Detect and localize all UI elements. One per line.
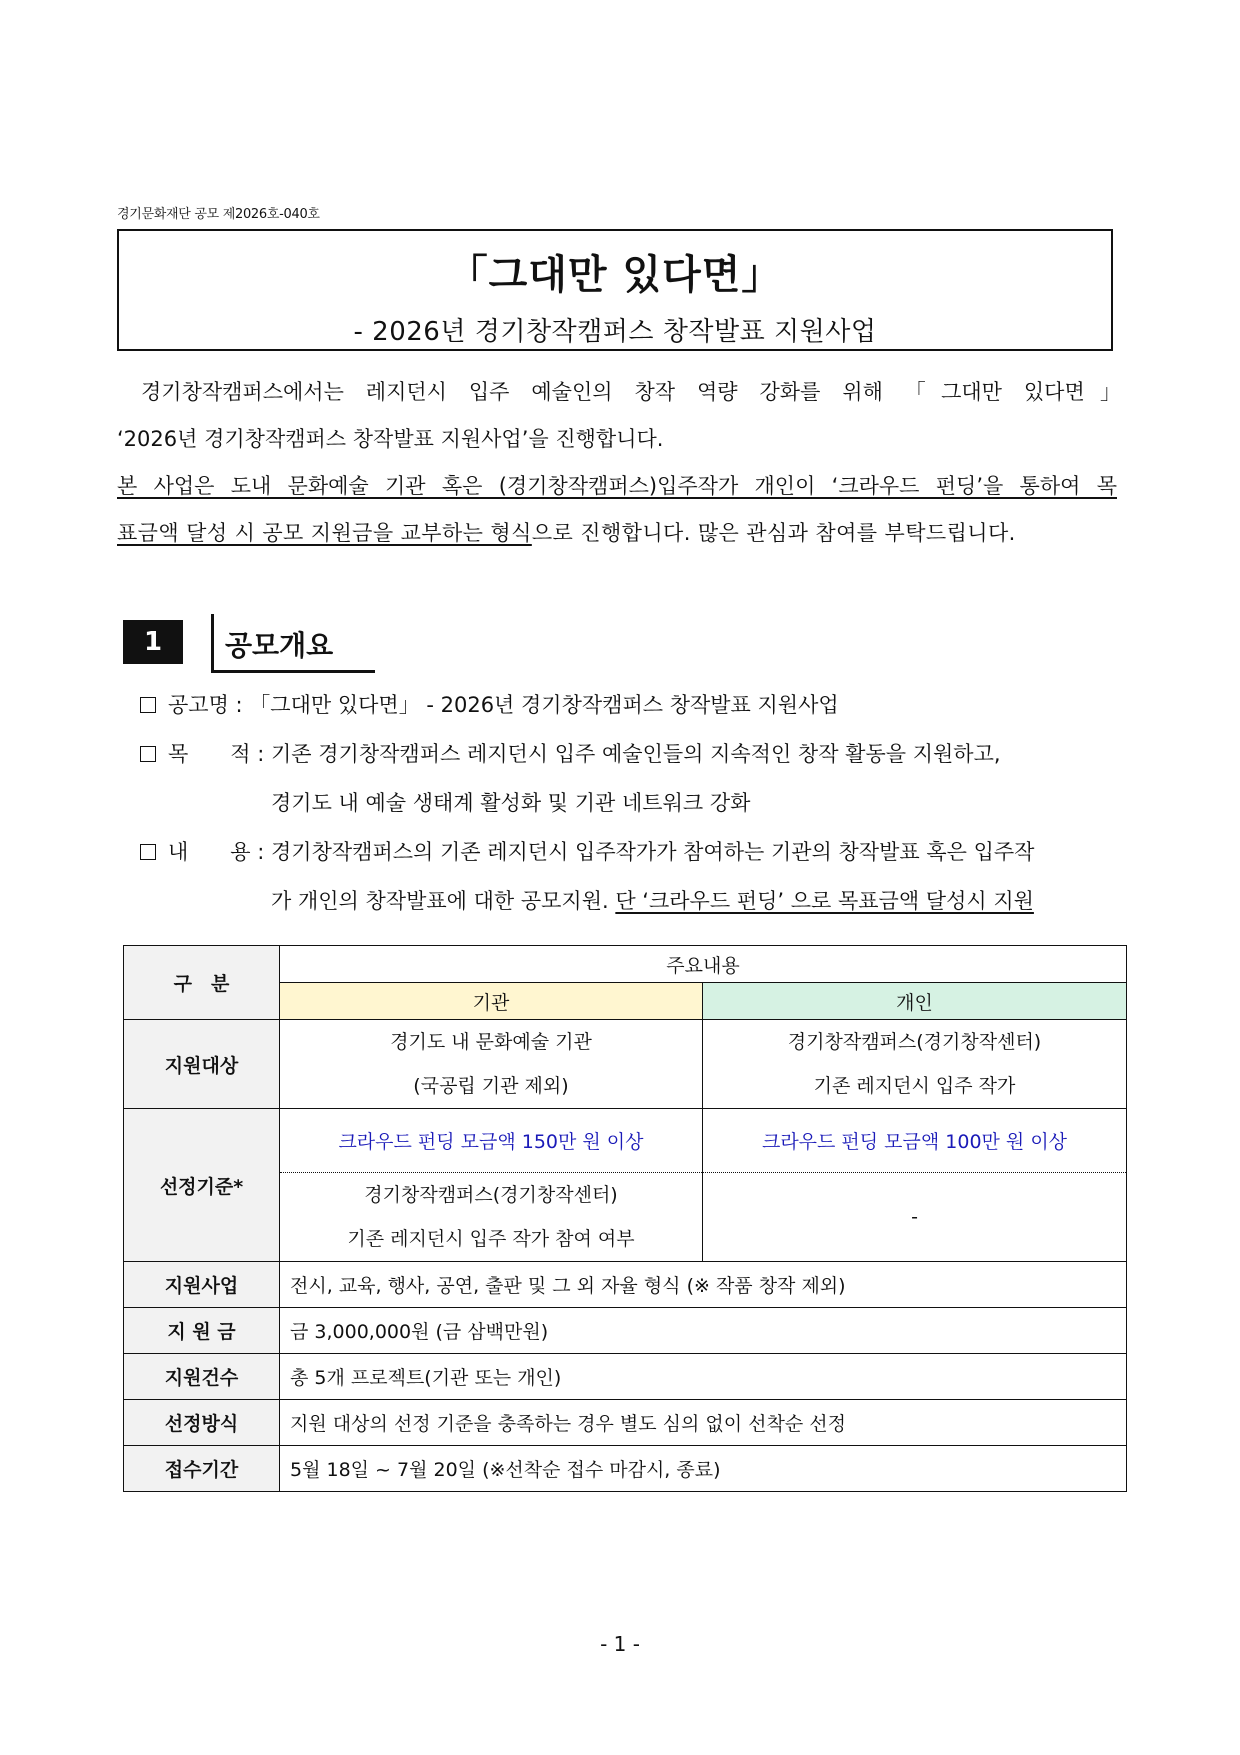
header-individual: 개인 [703,983,1127,1020]
checkbox-square-icon [140,844,156,860]
row-label-target: 지원대상 [124,1020,280,1109]
criteria-org-bottom [280,1173,703,1262]
outline-purpose-line-2: 경기도 내 예술 생태계 활성화 및 기관 네트워크 강화 [271,791,751,815]
outline-item-name [140,690,839,720]
amount-value: 금 3,000,000원 (금 삼백만원) [280,1308,1127,1354]
intro-line-4 [117,519,1117,547]
page-number: - 1 - [600,1632,640,1656]
target-ind-line-1: 경기창작캠퍼스(경기창작센터) [787,1031,1042,1053]
outline-content-label: 내 용 : [168,840,265,864]
header-main: 주요내용 [280,946,1127,983]
intro-line-1: 경기창작캠퍼스에서는 레지던시 입주 예술인의 창작 역량 강화를 위해 「그대만 있다면」 [141,380,1121,404]
table-header-row [124,946,1127,983]
table-row-amount [124,1308,1127,1354]
row-label-criteria: 선정기준* [124,1109,280,1262]
outline-content-line-1: 경기창작캠퍼스의 기존 레지던시 입주작가가 참여하는 기관의 창작발표 혹은 입주작 [271,840,1035,864]
checkbox-square-icon [140,746,156,762]
outline-content-underlined: 단 ‘크라우드 펀딩’ 으로 목표금액 달성시 지원 [615,889,1034,913]
target-individual-cell [703,1020,1127,1109]
outline-content-line-2 [271,886,1034,916]
target-org-line-2: (국공립 기관 제외) [413,1075,569,1097]
outline-purpose-line-1: 기존 경기창작캠퍼스 레지던시 입주 예술인들의 지속적인 창작 활동을 지원하고, [271,742,1001,766]
outline-purpose-label: 목 적 : [168,742,265,766]
outline-content-line-2a: 가 개인의 창작발표에 대한 공모지원. [271,889,616,913]
outline-item-purpose [140,739,1001,769]
method-value: 지원 대상의 선정 기준을 충족하는 경우 별도 심의 없이 선착순 선정 [280,1400,1127,1446]
program-value: 전시, 교육, 행사, 공연, 출판 및 그 외 자율 형식 (※ 작품 창작 제외) [280,1262,1127,1308]
section-number: 1 [123,620,183,664]
intro-underlined-text: 표금액 달성 시 공모 지원금을 교부하는 형식 [117,521,532,545]
outline-item-content [140,837,1034,867]
notice-number: 경기문화재단 공모 제2026호-040호 [117,207,320,222]
table-row-period [124,1446,1127,1492]
page-title: 「그대만 있다면」 [447,252,783,298]
target-org-line-1: 경기도 내 문화예술 기관 [390,1031,592,1053]
criteria-org-bottom-line-1: 경기창작캠퍼스(경기창작센터) [364,1184,618,1206]
table-row-target [124,1020,1127,1109]
row-label-method: 선정방식 [124,1400,280,1446]
period-value: 5월 18일 ~ 7월 20일 (※선착순 접수 마감시, 종료) [280,1446,1127,1492]
criteria-individual-top: 크라우드 펀딩 모금액 100만 원 이상 [703,1109,1127,1173]
section-underline [211,670,375,673]
criteria-individual-bottom: - [703,1173,1127,1262]
page-subtitle: - 2026년 경기창작캠퍼스 창작발표 지원사업 [353,317,877,347]
criteria-org-top: 크라우드 펀딩 모금액 150만 원 이상 [280,1109,703,1173]
outline-name-value: 「그대만 있다면」 - 2026년 경기창작캠퍼스 창작발표 지원사업 [249,693,839,717]
table-row-method [124,1400,1127,1446]
target-org-cell [280,1020,703,1109]
checkbox-square-icon [140,697,156,713]
row-label-program: 지원사업 [124,1262,280,1308]
row-label-amount: 지 원 금 [124,1308,280,1354]
header-category: 구 분 [124,946,280,1020]
row-label-period: 접수기간 [124,1446,280,1492]
table-row-program [124,1262,1127,1308]
criteria-org-bottom-line-2: 기존 레지던시 입주 작가 참여 여부 [347,1228,635,1250]
row-label-count: 지원건수 [124,1354,280,1400]
count-value: 총 5개 프로젝트(기관 또는 개인) [280,1354,1127,1400]
intro-line-4-rest: 으로 진행합니다. 많은 관심과 참여를 부탁드립니다. [531,521,1016,545]
overview-table [123,945,1127,1492]
intro-line-2: ‘2026년 경기창작캠퍼스 창작발표 지원사업’을 진행합니다. [117,427,664,451]
title-box [117,229,1113,351]
intro-line-3: 본 사업은 도내 문화예술 기관 혹은 (경기창작캠퍼스)입주작가 개인이 ‘크라우드 펀딩’을 통하여 목 [117,474,1117,498]
table-row-criteria-top [124,1109,1127,1173]
target-ind-line-2: 기존 레지던시 입주 작가 [813,1075,1016,1097]
table-row-count [124,1354,1127,1400]
outline-name-label: 공고명 : [168,693,243,717]
section-divider [211,614,214,670]
section-title: 공모개요 [225,629,334,662]
header-org: 기관 [280,983,703,1020]
